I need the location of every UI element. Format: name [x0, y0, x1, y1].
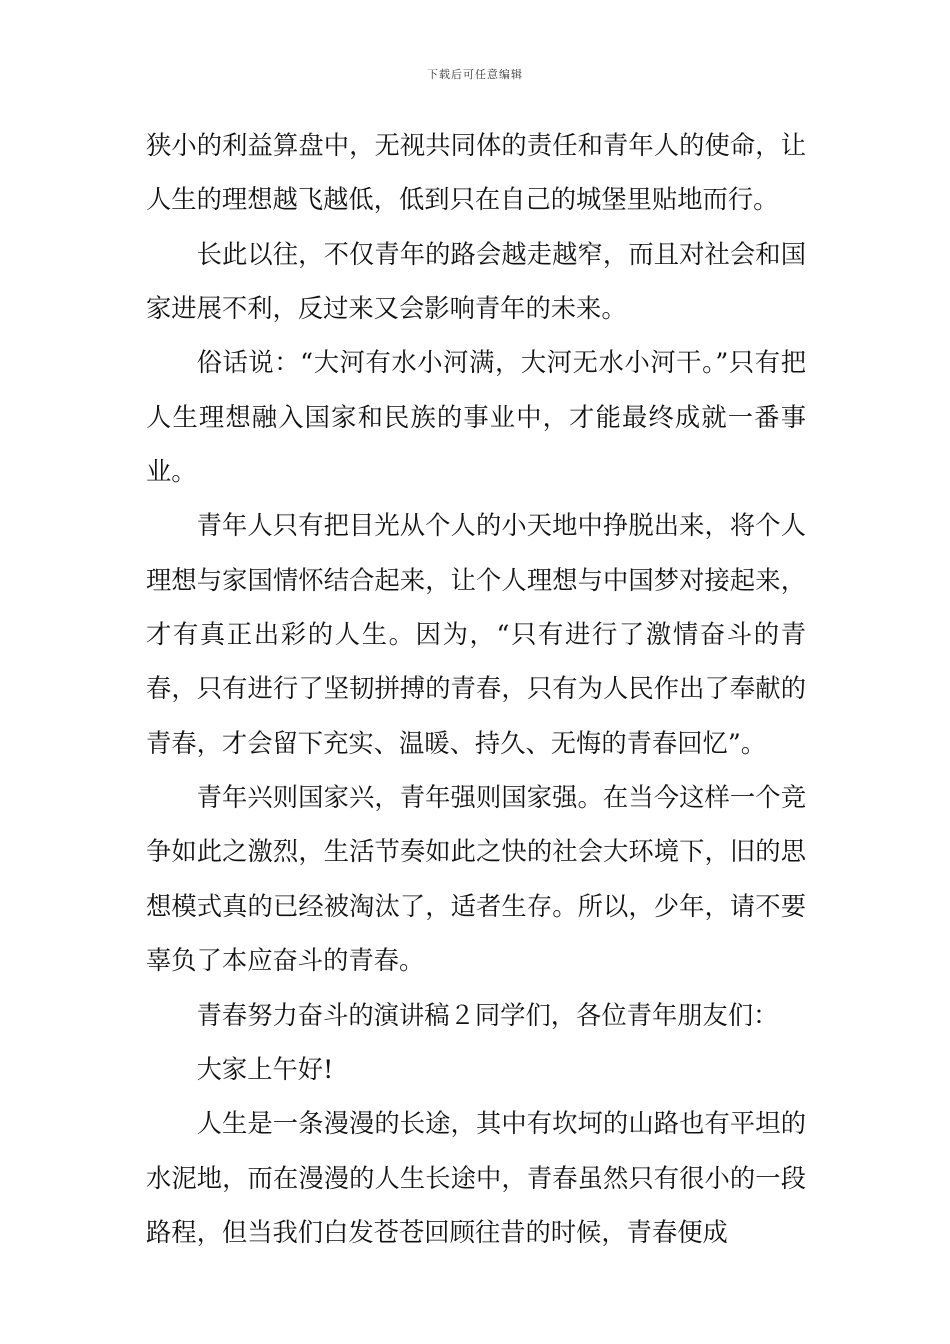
paragraph: 青年人只有把目光从个人的小天地中挣脱出来，将个人理想与家国情怀结合起来，让个人理想与中国梦对接起来，才有真正出彩的人生。因为，“只有进行了激情奋斗的青春，只有进行了坚韧拼搏的青春，只有为人民作出了奉献的青春，才会留下充实、温暖、持久、无悔的青春回忆”。: [146, 511, 806, 758]
paragraph: 大家上午好!: [196, 1054, 334, 1084]
paragraph: 俗话说：“大河有水小河满，大河无水小河干。”只有把人生理想融入国家和民族的事业中，才能最终成就一番事业。: [146, 348, 806, 487]
document-body: [146, 119, 806, 1260]
paragraph: 青春努力奋斗的演讲稿２同学们，各位青年朋友们：: [196, 1000, 779, 1030]
paragraph: 狭小的利益算盘中，无视共同体的责任和青年人的使命，让人生的理想越飞越低，低到只在自己的城堡里贴地而行。: [146, 131, 806, 215]
paragraph: 长此以往，不仅青年的路会越走越窄，而且对社会和国家进展不利，反过来又会影响青年的未来。: [146, 239, 806, 324]
paragraph: 青年兴则国家兴，青年强则国家强。在当今这样一个竞争如此之激烈，生活节奏如此之快的社会大环境下，旧的思想模式真的已经被淘汰了，适者生存。所以，少年，请不要辜负了本应奋斗的青春。: [146, 783, 806, 976]
page-header: 下载后可任意编辑: [427, 68, 523, 81]
paragraph: 人生是一条漫漫的长途，其中有坎坷的山路也有平坦的水泥地，而在漫漫的人生长途中，青春虽然只有很小的一段路程，但当我们白发苍苍回顾往昔的时候，青春便成: [146, 1109, 806, 1247]
